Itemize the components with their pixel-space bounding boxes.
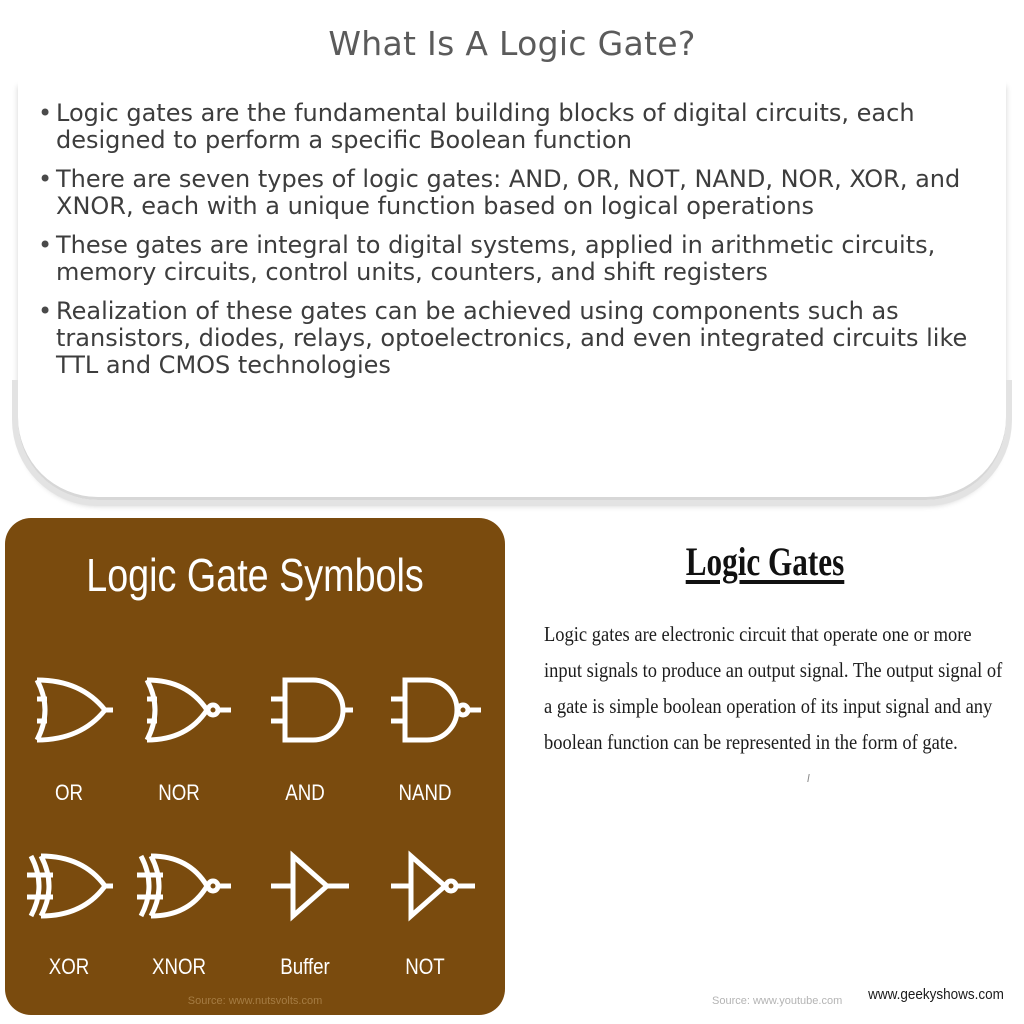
not-gate-icon — [365, 842, 485, 932]
page-title: What Is A Logic Gate? — [328, 24, 696, 63]
gate-label: AND — [285, 780, 325, 805]
nand-gate-icon — [365, 666, 485, 756]
not-gate — [365, 842, 485, 982]
summary-bullet: • These gates are integral to digital systems, applied in arithmetic circuits, memory circuits, control units, counters, and shift registers — [36, 232, 986, 286]
article-heading: Logic Gates — [685, 539, 845, 584]
article-source: Source: www.youtube.com — [712, 995, 843, 1007]
gate-label: XNOR — [151, 954, 207, 979]
gate-label: NAND — [398, 780, 452, 805]
buffer-gate-icon — [245, 842, 365, 932]
gate-label: XOR — [48, 954, 90, 979]
article-body: Logic gates are electronic circuit that operate one or more input signals to produce an output signal. The output signal of a gate is simple boolean operation of its input signal and any boolean function can be represented in the form of gate. — [544, 622, 1003, 754]
or-gate-icon — [9, 666, 129, 756]
symbols-source: Source: www.nutsvolts.com — [187, 995, 323, 1007]
summary-bullet: • Logic gates are the fundamental building blocks of digital circuits, each designed to perform a specific Boolean function — [36, 100, 986, 154]
gate-label: Buffer — [280, 954, 330, 979]
nor-gate — [119, 666, 239, 806]
or-gate — [9, 666, 129, 806]
logic-gates-article-image — [520, 520, 1020, 1015]
logic-gate-symbols-image — [5, 518, 505, 1015]
summary-bullet-list — [36, 100, 986, 391]
cursor-icon — [807, 774, 813, 782]
summary-bullet: • There are seven types of logic gates: AND, OR, NOT, NAND, NOR, XOR, and XNOR, each with a unique function based on logical operations — [36, 166, 986, 220]
gate-label: NOT — [405, 954, 445, 979]
and-gate — [245, 666, 365, 806]
nand-gate — [365, 666, 485, 806]
summary-bullet: • Realization of these gates can be achieved using components such as transistors, diodes, relays, optoelectronics, and even integrated circuits like TTL and CMOS technologies — [36, 298, 986, 379]
xnor-gate — [119, 842, 239, 982]
gate-label: NOR — [158, 780, 200, 805]
and-gate-icon — [245, 666, 365, 756]
article-site: www.geekyshows.com — [868, 986, 1004, 1003]
symbols-title: Logic Gate Symbols — [86, 549, 424, 601]
nor-gate-icon — [119, 666, 239, 756]
xor-gate-icon — [9, 842, 129, 932]
gate-label: OR — [54, 780, 84, 805]
xnor-gate-icon — [119, 842, 239, 932]
buffer-gate — [245, 842, 365, 982]
xor-gate — [9, 842, 129, 982]
